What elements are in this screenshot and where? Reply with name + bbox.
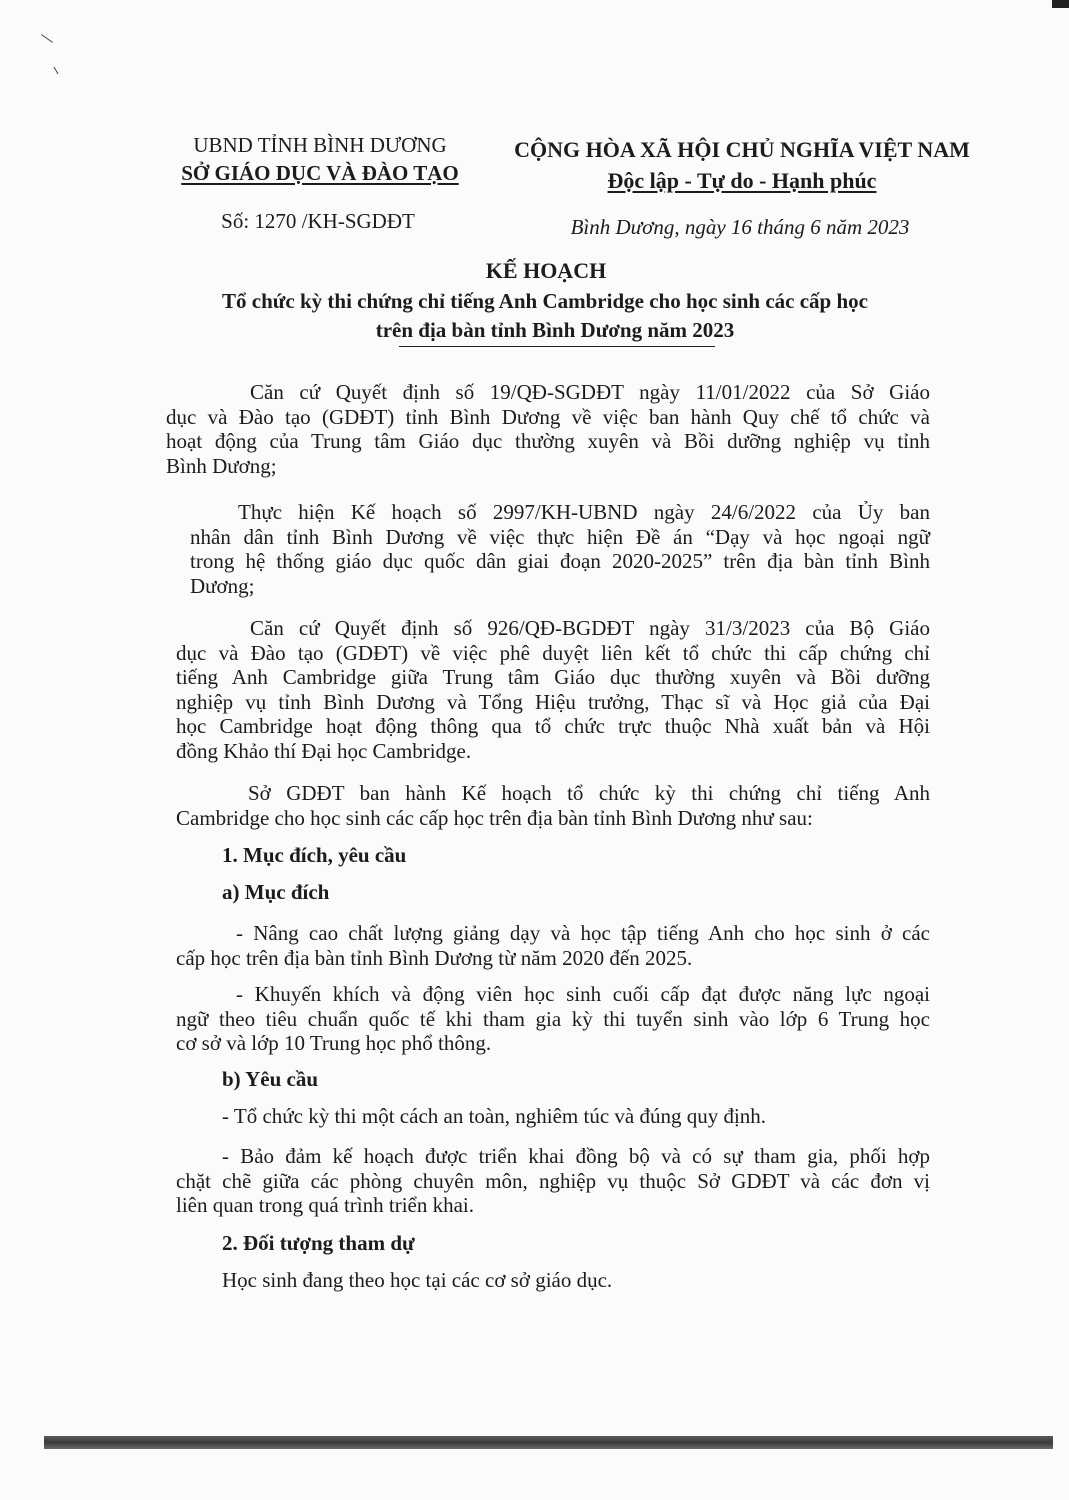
- paragraph-purpose-1: - Nâng cao chất lượng giảng dạy và học tập tiếng Anh cho học sinh ở các cấp học trên địa bàn tỉnh Bình Dương từ năm 2020 đến 2025.: [176, 921, 930, 970]
- section-heading-2: 2. Đối tượng tham dự: [222, 1231, 415, 1255]
- document-subtitle-line1: Tổ chức kỳ thi chứng chỉ tiếng Anh Cambridge cho học sinh các cấp học: [222, 289, 868, 313]
- paragraph-introduction: Sở GDĐT ban hành Kế hoạch tổ chức kỳ thi chứng chỉ tiếng Anh Cambridge cho học sinh các cấp học trên địa bàn tỉnh Bình Dương như sau:: [176, 781, 930, 830]
- document-subtitle-line2: trên địa bàn tỉnh Bình Dương năm 2023: [375, 318, 735, 342]
- agency-name: UBND TỈNH BÌNH DƯƠNG: [193, 133, 447, 157]
- scan-speck: [41, 34, 53, 43]
- subsection-heading-requirements: b) Yêu cầu: [222, 1067, 319, 1091]
- scan-speck: [54, 67, 59, 74]
- title-underline: [399, 346, 715, 347]
- national-motto: Độc lập - Tự do - Hạnh phúc: [607, 168, 877, 193]
- paragraph-participants: Học sinh đang theo học tại các cơ sở giáo dục.: [222, 1268, 613, 1292]
- document-number: Số: 1270 /KH-SGDĐT: [221, 209, 415, 233]
- place-and-date: Bình Dương, ngày 16 tháng 6 năm 2023: [570, 215, 910, 239]
- national-title: CỘNG HÒA XÃ HỘI CHỦ NGHĨA VIỆT NAM: [514, 137, 970, 162]
- paragraph-legal-basis-2: Thực hiện Kế hoạch số 2997/KH-UBND ngày 24/6/2022 của Ủy ban nhân dân tỉnh Bình Dương về việc thực hiện Đề án “Dạy và học ngoại ngữ trong hệ thống giáo dục quốc dân giai đoạn 2020-2025” trên địa bàn tỉnh Bình Dương;: [190, 500, 930, 598]
- department-name: SỞ GIÁO DỤC VÀ ĐÀO TẠO: [181, 161, 459, 185]
- subsection-heading-purpose: a) Mục đích: [222, 880, 330, 904]
- paragraph-legal-basis-3: Căn cứ Quyết định số 926/QĐ-BGDĐT ngày 31/3/2023 của Bộ Giáo dục và Đào tạo (GDĐT) về việc phê duyệt liên kết tổ chức thi cấp chứng chỉ tiếng Anh Cambridge giữa Trung tâm Giáo dục thường xuyên và Bồi dưỡng nghiệp vụ tỉnh Bình Dương và Tổng Hiệu trưởng, Thạc sĩ và Học giả của Đại học Cambridge hoạt động thông qua tổ chức trực thuộc Nhà xuất bản và Hội đồng Khảo thí Đại học Cambridge.: [176, 616, 930, 763]
- scan-edge-mark: [1052, 0, 1069, 8]
- document-type-title: KẾ HOẠCH: [485, 258, 607, 283]
- scan-border-stripe: [44, 1436, 1053, 1449]
- paragraph-purpose-2: - Khuyến khích và động viên học sinh cuối cấp đạt được năng lực ngoại ngữ theo tiêu chuẩn quốc tế khi tham gia kỳ thi tuyển sinh vào lớp 6 Trung học cơ sở và lớp 10 Trung học phổ thông.: [176, 982, 930, 1055]
- paragraph-legal-basis-1: Căn cứ Quyết định số 19/QĐ-SGDĐT ngày 11/01/2022 của Sở Giáo dục và Đào tạo (GDĐT) tỉnh Bình Dương về việc ban hành Quy chế tổ chức và hoạt động của Trung tâm Giáo dục thường xuyên và Bồi dưỡng nghiệp vụ tỉnh Bình Dương;: [166, 380, 930, 478]
- section-heading-1: 1. Mục đích, yêu cầu: [222, 843, 407, 867]
- paragraph-requirement-1: - Tổ chức kỳ thi một cách an toàn, nghiêm túc và đúng quy định.: [222, 1104, 767, 1128]
- paragraph-requirement-2: - Bảo đảm kế hoạch được triển khai đồng bộ và có sự tham gia, phối hợp chặt chẽ giữa các phòng chuyên môn, nghiệp vụ thuộc Sở GDĐT và các đơn vị liên quan trong quá trình triển khai.: [176, 1144, 930, 1217]
